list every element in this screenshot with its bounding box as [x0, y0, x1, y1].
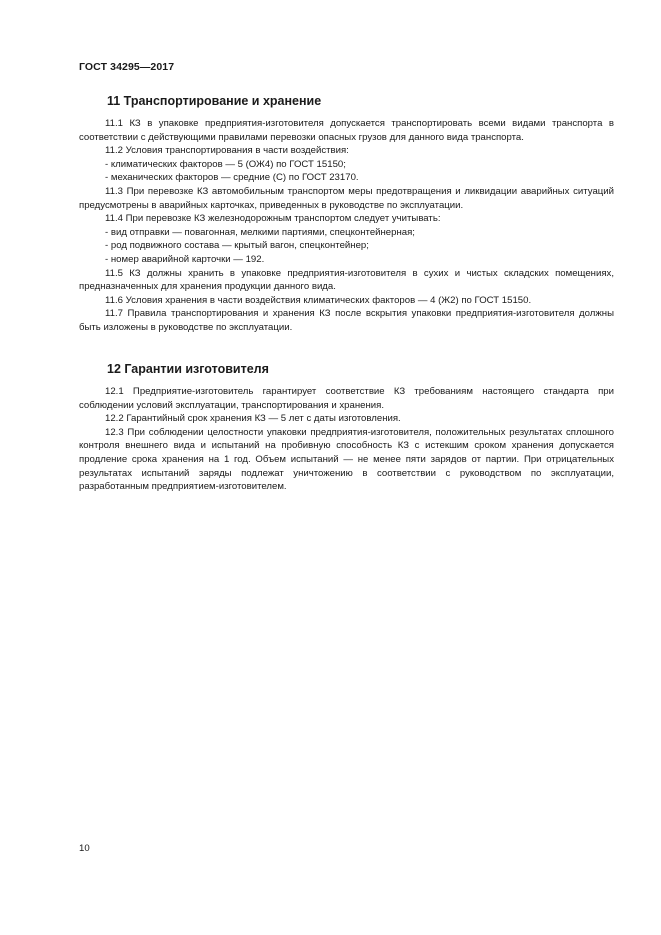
paragraph-12-3: 12.3 При соблюдении целостности упаковки предприятия-изготовителя, положительных результатах сплошного контроля внешнего вида и испытаний на пробивную способность КЗ с истекшим сроком хранения допускается продление срока хранения на 1 год. Объем испытаний — не менее пяти зарядов от партии. При отрицательных результатах испытаний заряды подлежат уничтожению в соответствии с руководством по эксплуатации, разработанным предприятием-изготовителем.: [79, 426, 614, 493]
paragraph-12-2: 12.2 Гарантийный срок хранения КЗ — 5 лет с даты изготовления.: [105, 413, 401, 425]
section-11-title: 11 Транспортирование и хранение: [107, 94, 322, 108]
list-item: - род подвижного состава — крытый вагон, спецконтейнер;: [79, 239, 614, 253]
section-12-title: 12 Гарантии изготовителя: [107, 362, 269, 376]
paragraph-11-6: 11.6 Условия хранения в части воздействия климатических факторов — 4 (Ж2) по ГОСТ 15150.: [105, 294, 532, 306]
paragraph-11-1: 11.1 КЗ в упаковке предприятия-изготовителя допускается транспортировать всеми видами транспорта в соответствии с действующими правилами перевозки опасных грузов для данного вида транспорта.: [79, 118, 614, 143]
paragraph-11-2: 11.2 Условия транспортирования в части воздействия:: [105, 145, 349, 157]
section-12-body: [79, 385, 614, 494]
paragraph-12-1: 12.1 Предприятие-изготовитель гарантирует соответствие КЗ требованиям настоящего стандарта при соблюдении условий эксплуатации, транспортирования и хранения.: [79, 386, 614, 411]
paragraph-11-5: 11.5 КЗ должны хранить в упаковке предприятия-изготовителя в сухих и чистых складских помещениях, предназначенных для хранения продукции данного вида.: [79, 267, 614, 293]
list-item: - климатических факторов — 5 (ОЖ4) по ГОСТ 15150;: [79, 158, 614, 172]
section-11-body: [79, 117, 614, 335]
document-header: ГОСТ 34295—2017: [79, 61, 175, 73]
list-item: - механических факторов — средние (С) по ГОСТ 23170.: [79, 171, 614, 185]
list-item: - номер аварийной карточки — 192.: [79, 253, 614, 267]
list-item: - вид отправки — повагонная, мелкими партиями, спецконтейнерная;: [79, 226, 614, 240]
paragraph-11-3: 11.3 При перевозке КЗ автомобильным транспортом меры предотвращения и ликвидации аварийных ситуаций предусмотрены в аварийных карточках, приведенных в руководстве по эксплуатации.: [79, 185, 614, 211]
section-12: [79, 361, 614, 494]
paragraph-11-4: 11.4 При перевозке КЗ железнодорожным транспортом следует учитывать:: [105, 213, 441, 225]
section-11: [79, 93, 614, 335]
page-number: 10: [79, 843, 90, 854]
paragraph-11-7: 11.7 Правила транспортирования и хранения КЗ после вскрытия упаковки предприятия-изготовителя должны быть изложены в руководстве по эксплуатации.: [79, 308, 614, 333]
